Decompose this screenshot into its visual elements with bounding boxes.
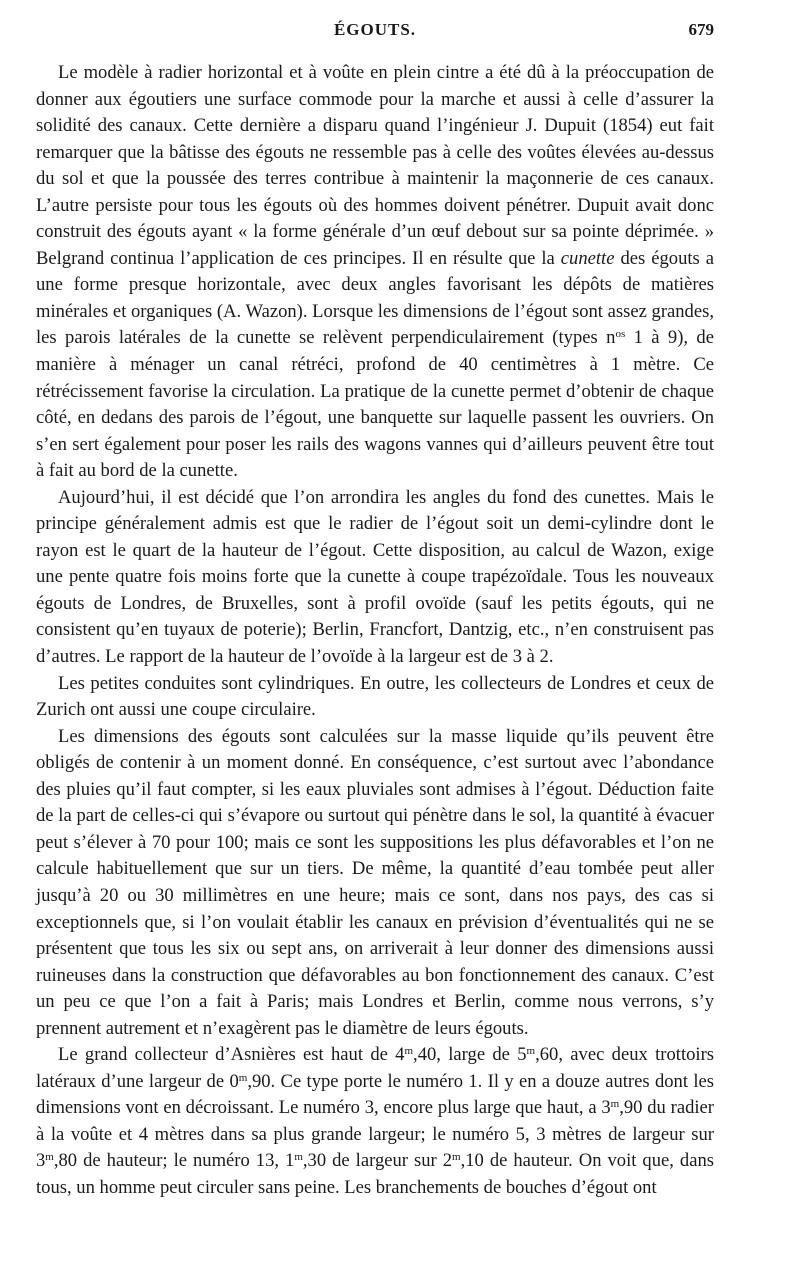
running-title: ÉGOUTS. [333, 20, 417, 39]
text-run: Aujourd’hui, il est décidé que l’on arrondira les angles du fond des cunettes. Mais le principe généralement admis est que le radier de l’égout soit un demi-cylindre dont le rayon est le quart de la hauteur de l’égout. Cette disposition, au calcul de Wazon, exige une pente quatre fois moins forte que la cunette à coupe trapézoïdale. Tous les nouveaux égouts de Londres, de Bruxelles, sont à profil ovoïde (sauf les petits égouts, qui ne consistent qu’en tuyaux de poterie); Berlin, Francfort, Dantzig, etc., n’en construisent pas d’autres. Le rapport de la hauteur de l’ovoïde à la largeur est de 3 à 2. [36, 486, 714, 668]
text-run: 1 à 9), de manière à ménager un canal rétréci, profond de 40 centimètres à 1 mètre. Ce rétrécissement favorise la circulation. La pratique de la cunette permet d’obtenir de chaque côté, en dedans des parois de l’égout, une banquette sur laquelle passent les ouvriers. On s’en sert également pour poser les rails des wagons vannes qui d’ailleurs peuvent être tout à fait au bord de la cunette. [36, 327, 714, 482]
superscript: m [45, 1151, 54, 1164]
paragraph [36, 485, 714, 671]
text-run: Le grand collecteur d’Asnières est haut de 4 [58, 1044, 405, 1066]
text-run: ,90. Ce type porte le numéro 1. Il y en a douze autres dont les dimensions vont en décroissant. Le numéro 3, encore plus large que haut, a 3 [36, 1070, 714, 1119]
superscript: m [294, 1151, 303, 1164]
text-run: ,60, avec deux trottoirs latéraux d’une largeur de 0 [36, 1044, 715, 1092]
text-run: Les petites conduites sont cylindriques. En outre, les collecteurs de Londres et ceux de Zurich ont aussi une coupe circulaire. [36, 672, 714, 721]
superscript: m [404, 1045, 414, 1058]
text-run: ,30 de largeur sur 2 [302, 1150, 453, 1172]
superscript: m [452, 1151, 461, 1164]
page-header [36, 20, 714, 50]
superscript: os [615, 328, 626, 341]
text-run: ,10 de hauteur. On voit que, dans tous, un homme peut circuler sans peine. Les branchements de bouches d’égout ont [36, 1150, 714, 1198]
text-run: ,80 de hauteur; le numéro 13, 1 [53, 1150, 295, 1172]
page-number: 679 [688, 20, 714, 39]
text-run: ,90 du radier à la voûte et 4 mètres dans sa plus grande largeur; le numéro 5, 3 mètres de largeur sur 3 [36, 1097, 714, 1172]
paragraph [36, 1042, 714, 1201]
text-run: ,40, large de 5 [413, 1044, 527, 1066]
text-run: des égouts a une forme presque horizontale, avec deux angles favorisant les dépôts de matières minérales et organiques (A. Wazon). Lorsque les dimensions de l’égout sont assez grandes, les parois latérales de la cunette se relèvent perpendiculairement (types n [36, 247, 714, 349]
paragraph [36, 671, 714, 724]
text-body [36, 60, 714, 1202]
text-run: Les dimensions des égouts sont calculées sur la masse liquide qu’ils peuvent être obligés de contenir à un moment donné. En conséquence, c’est surtout avec l’abondance des pluies qu’il faut compter, si les eaux pluviales sont admises à l’égout. Déduction faite de la part de celles-ci qui s’évapore ou surtout qui pénètre dans le sol, la quantité à évacuer peut s’élever à 70 pour 100; mais ce sont les suppositions les plus défavorables et l’on ne calcule habituellement que sur un tiers. De même, la quantité d’eau tombée peut aller jusqu’à 20 ou 30 millimètres en une heure; mais ce sont, dans nos pays, des cas si exceptionnels que, si l’on voulait établir les canaux en prévision d’éventualités qui ne se présentent que tous les six ou sept ans, on arriverait à leur donner des dimensions aussi ruineuses dans la construction que défavorables au bon fonctionnement des canaux. C’est un peu ce que l’on a fait à Paris; mais Londres et Berlin, comme nous verrons, s’y prennent autrement et n’exagèrent pas le diamètre de leurs égouts. [36, 725, 714, 1039]
superscript: m [526, 1045, 536, 1058]
paragraph [36, 60, 714, 485]
italic-text: cunette [560, 247, 615, 269]
paragraph [36, 724, 714, 1043]
text-run: Le modèle à radier horizontal et à voûte en plein cintre a été dû à la préoccupation de donner aux égoutiers une surface commode pour la marche et aussi à celle d’assurer la solidité des canaux. Cette dernière a disparu quand l’ingénieur J. Dupuit (1854) eut fait remarquer que la bâtisse des égouts ne ressemble pas à celle des voûtes élevées au-dessus du sol et que la poussée des terres contribue à maintenir la maçonnerie de ces canaux. L’autre persiste pour tous les égouts où des hommes doivent pénétrer. Dupuit avait donc construit des égouts ayant « la forme générale d’un œuf debout sur sa pointe déprimée. » Belgrand continua l’application de ces principes. Il en résulte que la [36, 62, 714, 269]
superscript: m [610, 1098, 620, 1111]
superscript: m [238, 1071, 248, 1084]
